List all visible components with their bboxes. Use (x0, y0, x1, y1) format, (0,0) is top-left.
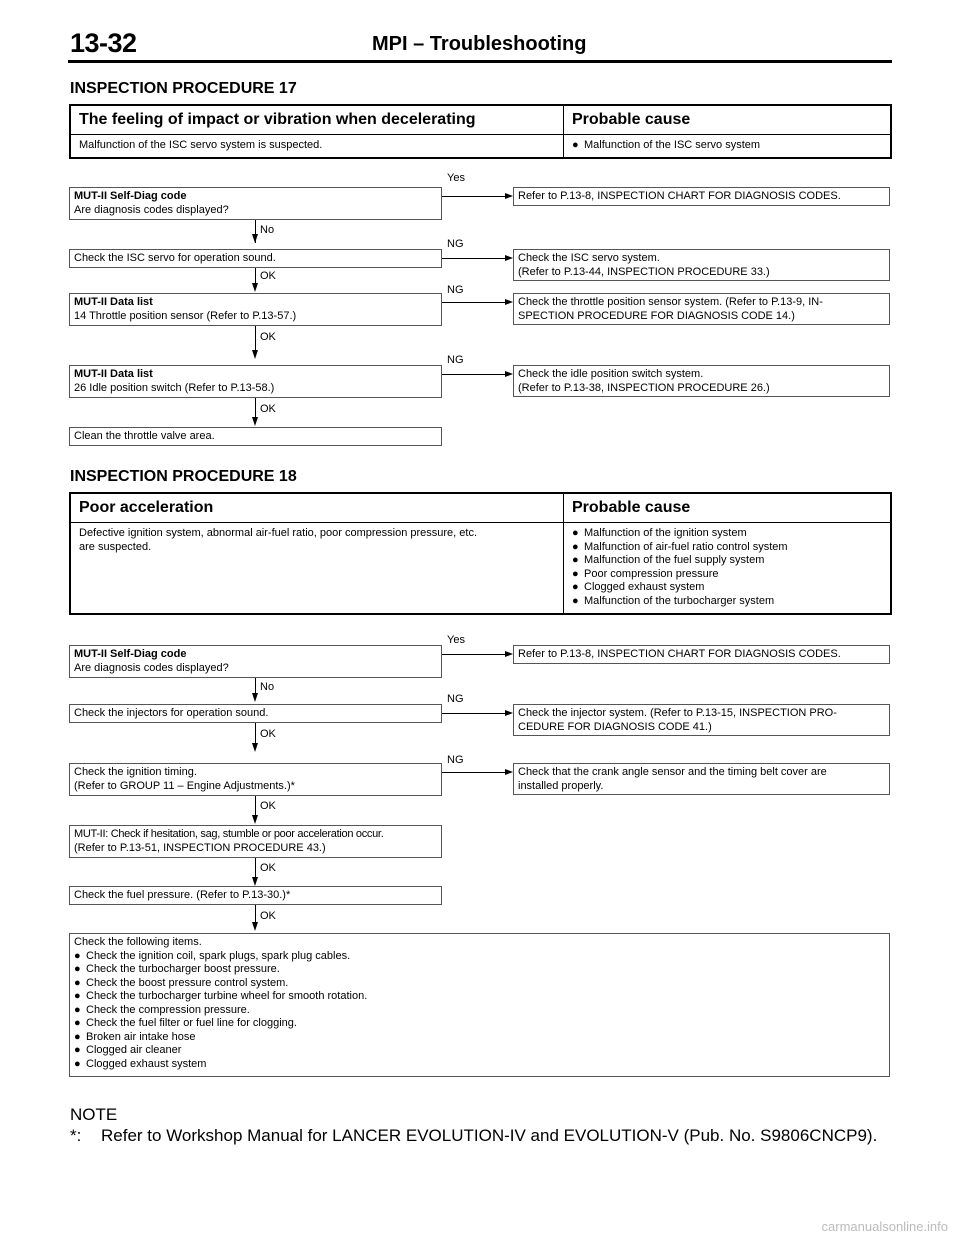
p17-step4-ng-label: NG (447, 354, 464, 366)
cause-item: ● Malfunction of the fuel supply system (572, 554, 765, 566)
arrow-down-icon (252, 350, 258, 359)
p17-step1-text: Are diagnosis codes displayed? (74, 203, 229, 216)
check-item: ● Broken air intake hose (74, 1030, 196, 1043)
procedure-17-cause-table (69, 104, 892, 159)
arrow-right-icon (505, 371, 513, 377)
note-marker: *: (70, 1126, 82, 1145)
cause-item: ● Clogged exhaust system (572, 581, 705, 593)
cause-header: Probable cause (564, 493, 892, 523)
p18-step2-ng-label: NG (447, 693, 464, 705)
p17-step1-result-box: Refer to P.13-8, INSPECTION CHART FOR DIAGNOSIS CODES. (513, 187, 890, 206)
arrow-right-icon (505, 769, 513, 775)
procedure-18-title: INSPECTION PROCEDURE 18 (70, 468, 297, 485)
bullet-icon: ● (74, 963, 81, 975)
p17-step5-box: Clean the throttle valve area. (69, 427, 442, 446)
cause-item: ● Malfunction of the ISC servo system (572, 139, 761, 151)
check-item: ● Check the compression pressure. (74, 1003, 250, 1016)
check-item: ● Check the turbocharger turbine wheel for smooth rotation. (74, 990, 368, 1002)
cause-list (564, 523, 892, 615)
p18-step1-yes-label: Yes (447, 634, 465, 646)
arrow-right-icon (505, 299, 513, 305)
arrow-down-icon (252, 743, 258, 752)
p18-step3-box: Check the ignition timing. (Refer to GROUP 11 – Engine Adjustments.)* (69, 763, 442, 796)
p17-step1-yes-label: Yes (447, 172, 465, 184)
bullet-icon: ● (74, 1057, 81, 1070)
check-item: ● Check the turbocharger boost pressure. (74, 963, 280, 975)
watermark: carmanualsonline.info (821, 1219, 948, 1234)
cause-item: ● Malfunction of air-fuel ratio control system (572, 540, 788, 553)
p17-step3-ng-label: NG (447, 284, 464, 296)
p17-step3-ok-label: OK (260, 331, 276, 343)
arrow-down-icon (252, 693, 258, 702)
p18-step3-result-box: Check that the crank angle sensor and the timing belt cover are installed properly. (513, 763, 890, 795)
bullet-icon: ● (74, 990, 81, 1002)
p17-step4-box: MUT-II Data list 26 Idle position switch (Refer to P.13-58.) (69, 365, 442, 398)
bullet-icon: ● (572, 540, 579, 553)
bullet-icon: ● (572, 139, 579, 151)
p18-step5-ok-label: OK (260, 910, 276, 922)
p17-step2-result-box: Check the ISC servo system. (Refer to P.13-44, INSPECTION PROCEDURE 33.) (513, 249, 890, 281)
bullet-icon: ● (74, 1030, 81, 1043)
symptom-text: Malfunction of the ISC servo system is suspected. (70, 135, 564, 158)
p18-step3-ok-label: OK (260, 800, 276, 812)
symptom-header: Poor acceleration (70, 493, 564, 523)
bullet-icon: ● (572, 594, 579, 607)
page-title: MPI – Troubleshooting (372, 33, 587, 55)
p17-step2-ok-label: OK (260, 270, 276, 282)
p17-step1-box (69, 187, 442, 220)
bullet-icon: ● (74, 949, 81, 962)
cause-list (564, 135, 892, 158)
p17-step1-no-label: No (260, 224, 275, 236)
p17-step4-result-box: Check the idle position switch system. (Refer to P.13-38, INSPECTION PROCEDURE 26.) (513, 365, 890, 397)
arrow-down-icon (252, 417, 258, 426)
note-label: NOTE (70, 1105, 118, 1124)
p18-step2-ok-label: OK (260, 728, 276, 740)
check-item: ● Clogged exhaust system (74, 1057, 207, 1070)
p17-step4-ok-label: OK (260, 403, 276, 415)
page-number: 13-32 (70, 28, 137, 58)
bullet-icon: ● (572, 581, 579, 593)
p18-step6-box (69, 933, 890, 1077)
p18-step1-no-label: No (260, 681, 275, 693)
check-item: ● Check the fuel filter or fuel line for clogging. (74, 1017, 297, 1029)
p17-step3-box: MUT-II Data list 14 Throttle position sensor (Refer to P.13-57.) (69, 293, 442, 326)
arrow-down-icon (252, 815, 258, 824)
bullet-icon: ● (74, 1003, 81, 1016)
p18-step2-result-box: Check the injector system. (Refer to P.13-15, INSPECTION PRO- CEDURE FOR DIAGNOSIS CODE 41.) (513, 704, 890, 736)
arrow-down-icon (252, 283, 258, 292)
procedure-18-cause-table (69, 492, 892, 615)
bullet-icon: ● (74, 1017, 81, 1029)
p17-step2-ng-label: NG (447, 238, 464, 250)
bullet-icon: ● (74, 976, 81, 989)
arrow-down-icon (252, 922, 258, 931)
cause-item: ● Malfunction of the turbocharger system (572, 594, 775, 607)
check-item: ● Clogged air cleaner (74, 1044, 182, 1056)
step6-intro: Check the following items. (74, 936, 202, 948)
arrow-right-icon (505, 710, 513, 716)
p18-step5-box: Check the fuel pressure. (Refer to P.13-30.)* (69, 886, 442, 905)
header-rule (68, 60, 892, 63)
arrow-right-icon (505, 255, 513, 261)
p18-step1-result-box: Refer to P.13-8, INSPECTION CHART FOR DIAGNOSIS CODES. (513, 645, 890, 664)
bullet-icon: ● (572, 567, 579, 580)
cause-header: Probable cause (564, 105, 892, 135)
arrow-down-icon (252, 234, 258, 243)
p17-step2-box: Check the ISC servo for operation sound. (69, 249, 442, 268)
p18-step2-box: Check the injectors for operation sound. (69, 704, 442, 723)
symptom-text: Defective ignition system, abnormal air-fuel ratio, poor compression pressure, etc. are suspected. (70, 523, 564, 615)
cause-item: ● Malfunction of the ignition system (572, 527, 747, 539)
p18-step3-ng-label: NG (447, 754, 464, 766)
p18-step1-box: MUT-II Self-Diag code Are diagnosis codes displayed? (69, 645, 442, 678)
symptom-header: The feeling of impact or vibration when decelerating (70, 105, 564, 135)
bullet-icon: ● (74, 1044, 81, 1056)
p18-step4-box: MUT-II: Check if hesitation, sag, stumble or poor acceleration occur. (Refer to P.13-51, INSPECTION PROCEDURE 43.) (69, 825, 442, 858)
arrow-right-icon (505, 651, 513, 657)
procedure-17-title: INSPECTION PROCEDURE 17 (70, 80, 297, 97)
p17-step3-result-box: Check the throttle position sensor system. (Refer to P.13-9, IN- SPECTION PROCEDURE FOR DIAGNOSIS CODE 14.) (513, 293, 890, 325)
check-item: ● Check the boost pressure control system. (74, 976, 289, 989)
arrow-down-icon (252, 877, 258, 886)
p17-step1-title: MUT-II Self-Diag code (74, 190, 187, 202)
cause-item: ● Poor compression pressure (572, 567, 719, 580)
p18-step4-ok-label: OK (260, 862, 276, 874)
arrow-right-icon (505, 193, 513, 199)
note-text: Refer to Workshop Manual for LANCER EVOLUTION-IV and EVOLUTION-V (Pub. No. S9806CNCP9). (101, 1126, 878, 1145)
bullet-icon: ● (572, 527, 579, 539)
check-item: ● Check the ignition coil, spark plugs, spark plug cables. (74, 949, 351, 962)
bullet-icon: ● (572, 554, 579, 566)
